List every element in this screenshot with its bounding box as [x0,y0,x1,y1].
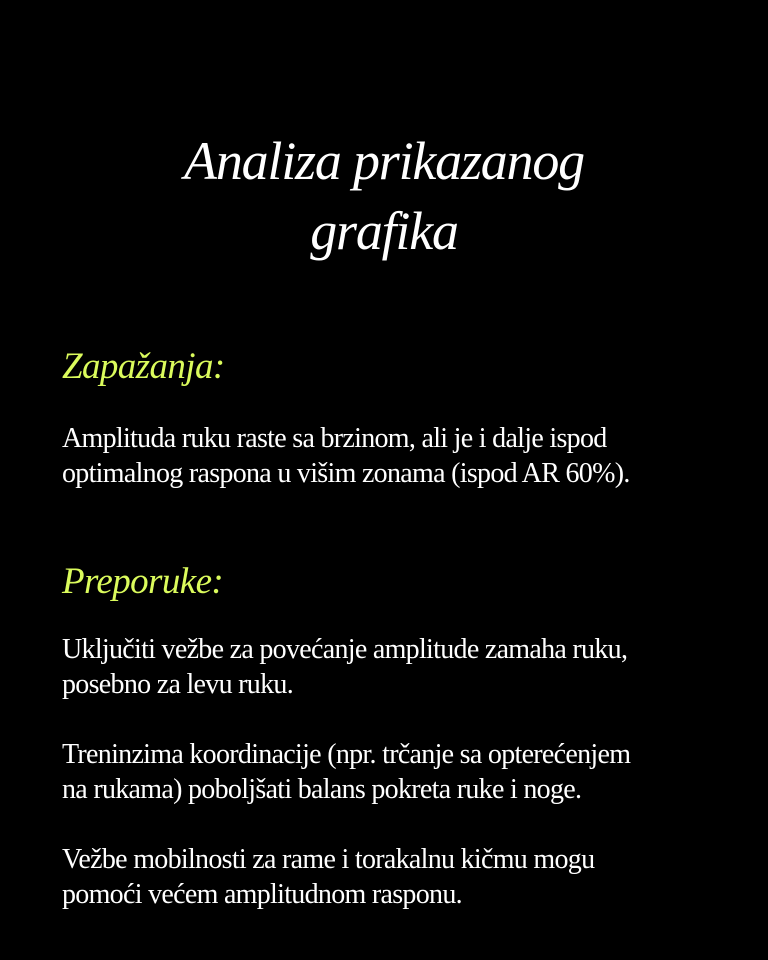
recommendation-item-3-line-2: pomoći većem amplitudnom rasponu. [62,879,462,910]
recommendation-item-3 [62,842,722,912]
recommendation-item-2-line-2: na rukama) poboljšati balans pokreta ruke i noge. [62,774,582,805]
observations-heading: Zapažanja: [62,346,225,387]
page-title-line-2: grafika [310,201,458,261]
recommendation-item-2-line-1: Treninzima koordinacije (npr. trčanje sa opterećenjem [62,739,631,770]
recommendation-item-2 [62,737,722,807]
observations-text-line-2: optimalnog raspona u višim zonama (ispod AR 60%). [62,458,630,489]
recommendations-heading: Preporuke: [62,561,224,602]
recommendation-item-1-line-2: posebno za levu ruku. [62,669,294,700]
observations-text-line-1: Amplituda ruku raste sa brzinom, ali je i dalje ispod [62,423,607,454]
recommendation-item-1-line-1: Uključiti vežbe za povećanje amplitude zamaha ruku, [62,634,628,665]
recommendation-item-3-line-1: Vežbe mobilnosti za rame i torakalnu kičmu mogu [62,844,595,875]
page-title-line-1: Analiza prikazanog [184,131,584,191]
observations-text [62,421,722,491]
recommendation-item-1 [62,632,722,702]
page-title [0,126,768,266]
